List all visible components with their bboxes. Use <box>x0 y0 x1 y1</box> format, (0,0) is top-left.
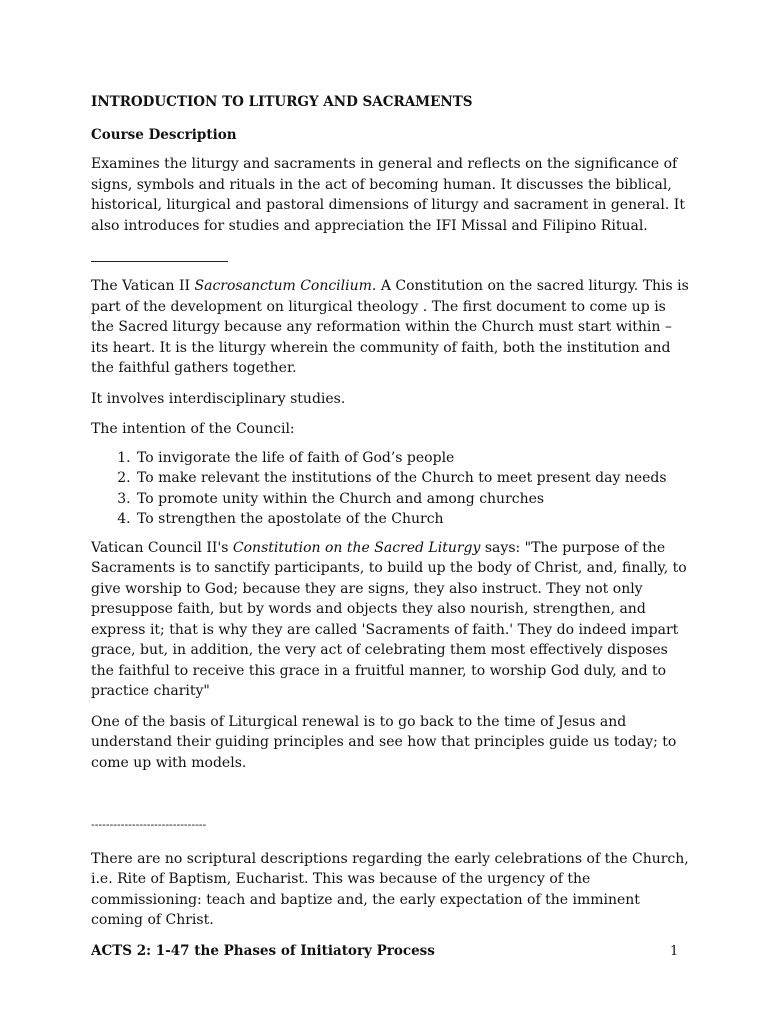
vatican-italic-title: Sacrosanctum Concilium <box>194 278 372 294</box>
intention-intro: The intention of the Council: <box>91 421 295 437</box>
renewal-paragraph: One of the basis of Liturgical renewal is to go back to the time of Jesus and understand their guiding principles and see how that principles guide us today; to come up with models. <box>91 713 677 771</box>
horizontal-rule <box>91 261 228 262</box>
document-title: INTRODUCTION TO LITURGY AND SACRAMENTS <box>91 94 473 110</box>
list-item: 1. To invigorate the life of faith of God’s people <box>135 448 691 469</box>
course-description-text: Examines the liturgy and sacraments in general and reflects on the significance of signs, symbols and rituals in the act of becoming human. It discusses the biblical, historical, liturgical and pastoral dimensions of liturgy and sacrament in general. It also introduces for studies and appreciation the IFI Missal and Filipino Ritual. <box>91 156 685 234</box>
constitution-quote <box>91 538 691 702</box>
page-content <box>91 92 691 970</box>
interdisciplinary-text: It involves interdisciplinary studies. <box>91 390 346 407</box>
list-item: 2. To make relevant the institutions of the Church to meet present day needs <box>135 468 691 489</box>
list-item: 3. To promote unity within the Church and among churches <box>135 489 691 510</box>
dashed-separator: ------------------------------- <box>91 818 207 831</box>
page-number: 1 <box>670 944 679 959</box>
intentions-list <box>91 448 691 530</box>
vatican-lead: The Vatican II <box>91 278 195 294</box>
scriptural-paragraph: There are no scriptural descriptions regarding the early celebrations of the Church, i.e. Rite of Baptism, Eucharist. This was because of the urgency of the commissioning: teach and baptize and, the early expectation of the imminent coming of Christ. <box>91 850 689 928</box>
vatican-rest: . A Constitution on the sacred liturgy. This is part of the development on liturgical theology . The first document to come up is the Sacred liturgy because any reformation within the Church must start within – its heart. It is the liturgy wherein the community of faith, both the institution and the faithful gathers together. <box>91 278 689 376</box>
course-description-heading: Course Description <box>91 126 237 143</box>
quote-lead: Vatican Council II's <box>91 539 233 556</box>
vatican-paragraph <box>91 276 691 379</box>
quote-rest: says: "The purpose of the Sacraments is to sanctify participants, to build up the body of Christ, and, finally, to give worship to God; because they are signs, they also instruct. They not only presuppose faith, but by words and objects they also nourish, strengthen, and express it; that is why they are called 'Sacraments of faith.' They do indeed impart grace, but, in addition, the very act of celebrating them most effectively disposes the faithful to receive this grace in a fruitful manner, to worship God duly, and to practice charity" <box>91 539 687 699</box>
acts-heading: ACTS 2: 1-47 the Phases of Initiatory Process <box>91 942 435 959</box>
list-item: 4. To strengthen the apostolate of the Church <box>135 509 691 530</box>
quote-italic-title: Constitution on the Sacred Liturgy <box>232 539 481 556</box>
